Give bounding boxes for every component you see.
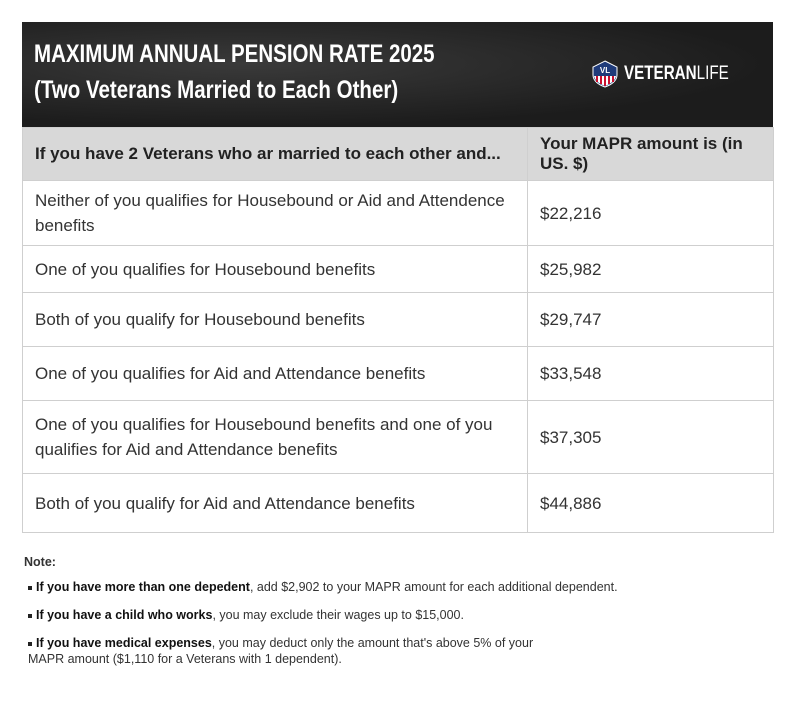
notes-section: [24, 555, 618, 679]
amount-cell: $29,747: [528, 293, 774, 347]
amount-cell: $33,548: [528, 347, 774, 401]
amount-cell: $44,886: [528, 474, 774, 533]
note-text: , you may exclude their wages up to $15,000.: [212, 608, 464, 622]
logo-text: VETERANLIFE: [624, 63, 729, 84]
condition-cell: Both of you qualify for Aid and Attendance benefits: [23, 474, 528, 533]
column-header-amount: Your MAPR amount is (in US. $): [528, 128, 774, 181]
amount-cell: $22,216: [528, 181, 774, 246]
note-item: [28, 579, 618, 595]
title-banner: [22, 22, 773, 127]
table-row: [23, 181, 774, 246]
condition-cell: One of you qualifies for Housebound benefits: [23, 246, 528, 293]
table-header-row: [23, 128, 774, 181]
note-bold: If you have more than one depedent: [36, 580, 250, 594]
amount-cell: $37,305: [528, 401, 774, 474]
condition-cell: Neither of you qualifies for Housebound or Aid and Attendence benefits: [23, 181, 528, 246]
page-title: [34, 36, 435, 108]
table-row: [23, 474, 774, 533]
table-row: [23, 401, 774, 474]
notes-title: Note:: [24, 555, 56, 569]
table-row: [23, 347, 774, 401]
title-line-2: (Two Veterans Married to Each Other): [34, 76, 399, 104]
svg-text:VL: VL: [599, 66, 611, 75]
note-item: [28, 635, 558, 667]
table-row: [23, 293, 774, 347]
pension-rate-table: [22, 127, 774, 533]
amount-cell: $25,982: [528, 246, 774, 293]
shield-logo-icon: [592, 60, 618, 88]
note-bold: If you have medical expenses: [36, 636, 212, 650]
condition-cell: One of you qualifies for Housebound benefits and one of you qualifies for Aid and Attendance benefits: [23, 401, 528, 474]
note-text: , you may deduct only the amount that's above 5% of your MAPR amount ($1,110 for a Veterans with 1 dependent).: [28, 636, 534, 666]
column-header-condition: If you have 2 Veterans who ar married to each other and...: [23, 128, 528, 181]
condition-cell: Both of you qualify for Housebound benefits: [23, 293, 528, 347]
bullet-icon: [28, 614, 32, 618]
table-row: [23, 246, 774, 293]
note-text: , add $2,902 to your MAPR amount for each additional dependent.: [249, 580, 618, 594]
title-line-1: MAXIMUM ANNUAL PENSION RATE 2025: [34, 40, 435, 68]
bullet-icon: [28, 586, 32, 590]
veteranlife-logo: [592, 60, 755, 88]
bullet-icon: [28, 642, 32, 646]
note-bold: If you have a child who works: [36, 608, 213, 622]
condition-cell: One of you qualifies for Aid and Attendance benefits: [23, 347, 528, 401]
note-item: [28, 607, 618, 623]
